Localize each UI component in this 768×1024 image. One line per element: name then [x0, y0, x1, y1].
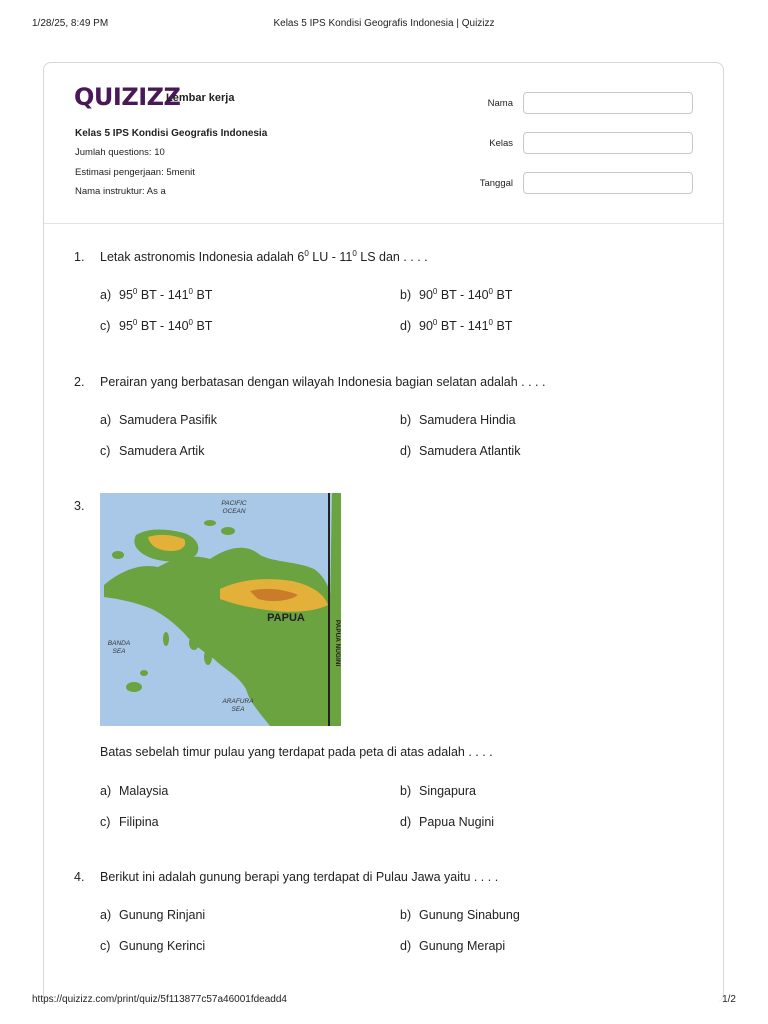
question-text: Letak astronomis Indonesia adalah $6^0$ LU - $11^0$ LS dan . . . . [100, 249, 428, 264]
option-d: d) Papua Nugini [400, 815, 495, 829]
estimated-time: Estimasi pengerjaan: 5menit [75, 167, 195, 178]
question-number: 1. [74, 250, 85, 264]
option-b: b) Singapura [400, 784, 476, 798]
print-header [32, 18, 736, 32]
quizizz-logo: QUIZIZZ [74, 83, 181, 111]
print-footer [32, 994, 736, 1008]
instructor-name: Nama instruktur: As a [75, 186, 166, 197]
option-d: d) $90^0$ BT - $141^0$ BT [400, 318, 513, 333]
worksheet-label: Lembar kerja [166, 92, 235, 104]
print-datetime: 1/28/25, 8:49 PM [32, 18, 109, 29]
print-page-title: Kelas 5 IPS Kondisi Geografis Indonesia | Quizizz [273, 18, 495, 29]
option-d: d) Gunung Merapi [400, 939, 506, 953]
class-field[interactable] [523, 132, 693, 154]
option-c: c) Filipina [100, 815, 159, 829]
map-label-png: PAPUA NUGINI [334, 619, 341, 667]
question-number: 2. [74, 375, 85, 389]
map-label-banda: BANDA SEA [107, 640, 131, 655]
map-label-arafura: ARAFURA SEA [222, 698, 254, 713]
worksheet-header [44, 63, 723, 224]
question-text: Perairan yang berbatasan dengan wilayah Indonesia bagian selatan adalah . . . . [100, 375, 546, 389]
date-label: Tanggal [479, 178, 513, 189]
option-d: d) Samudera Atlantik [400, 444, 521, 458]
option-b: b) Gunung Sinabung [400, 908, 520, 922]
question-number: 4. [74, 870, 85, 884]
option-b: b) Samudera Hindia [400, 413, 516, 427]
option-c: c) $95^0$ BT - $140^0$ BT [100, 318, 213, 333]
date-field[interactable] [523, 172, 693, 194]
map-label-papua: PAPUA [267, 612, 305, 624]
map-label-pacific: PACIFIC OCEAN [221, 500, 247, 515]
option-a: a) Gunung Rinjani [100, 908, 206, 922]
class-label: Kelas [489, 138, 513, 149]
name-field[interactable] [523, 92, 693, 114]
option-c: c) Samudera Artik [100, 444, 205, 458]
option-a: a) Samudera Pasifik [100, 413, 217, 427]
option-a: a) $95^0$ BT - $141^0$ BT [100, 287, 213, 302]
print-page-number: 1/2 [722, 994, 736, 1005]
question-text: Batas sebelah timur pulau yang terdapat pada peta di atas adalah . . . . [100, 745, 493, 759]
option-b: b) $90^0$ BT - $140^0$ BT [400, 287, 513, 302]
option-a: a) Malaysia [100, 784, 169, 798]
question-count: Jumlah questions: 10 [75, 147, 165, 158]
question-text: Berikut ini adalah gunung berapi yang terdapat di Pulau Jawa yaitu . . . . [100, 870, 499, 884]
name-label: Nama [487, 98, 513, 109]
papua-map [100, 493, 341, 726]
quiz-title: Kelas 5 IPS Kondisi Geografis Indonesia [75, 128, 268, 139]
question-number: 3. [74, 499, 85, 513]
option-c: c) Gunung Kerinci [100, 939, 206, 953]
print-url: https://quizizz.com/print/quiz/5f113877c57a46001fdeadd4 [32, 994, 287, 1005]
